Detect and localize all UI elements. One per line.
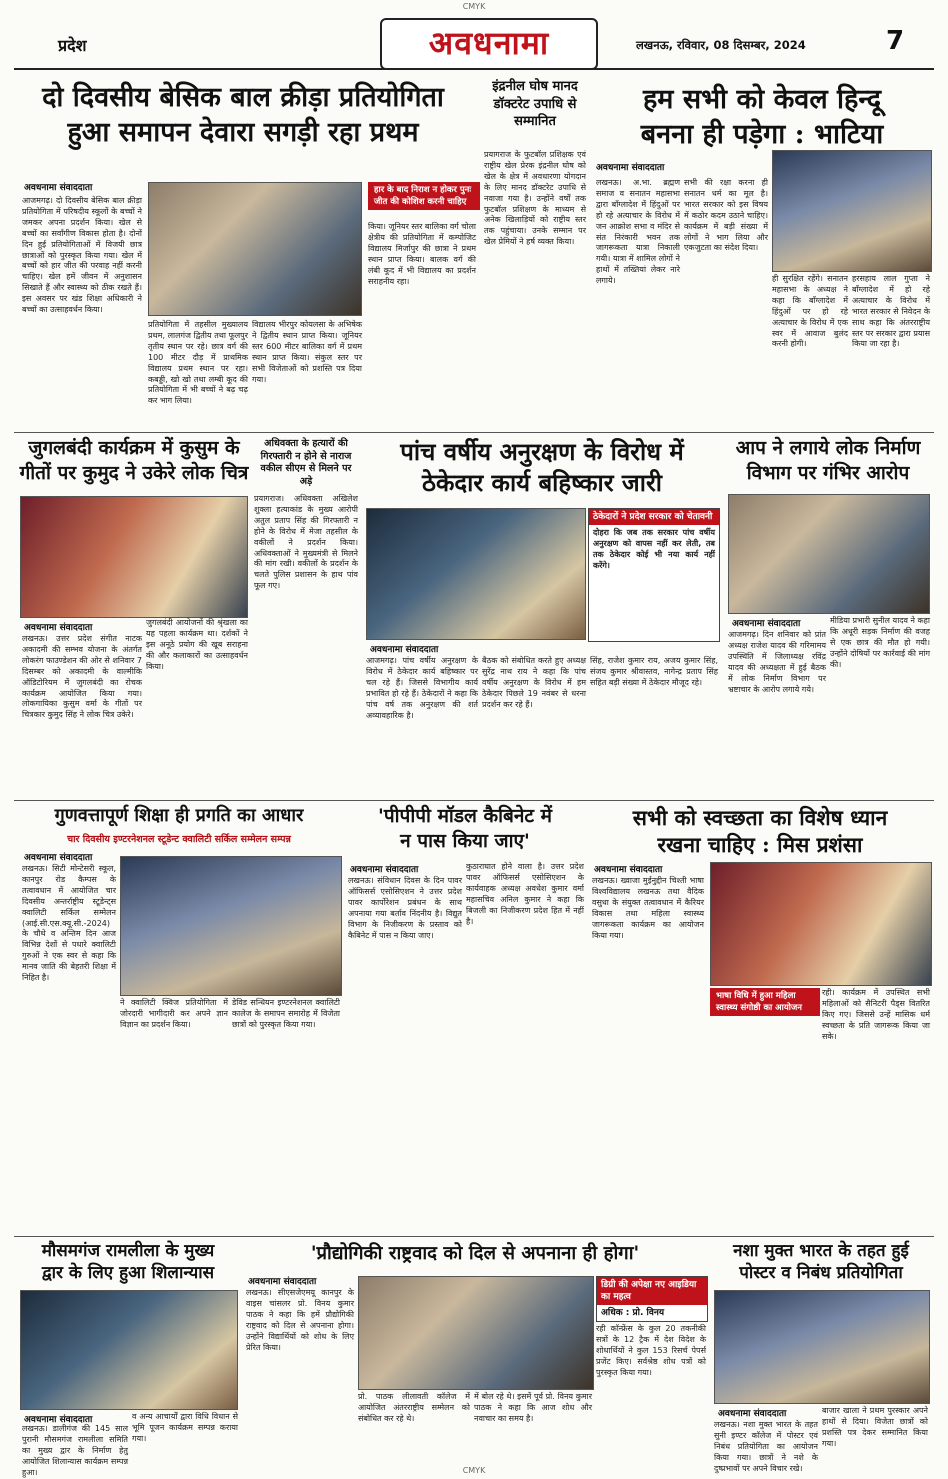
article-text: कुठाराघात होने वाला है। उत्तर प्रदेश पावर ऑफिसर्स एसोसिएशन के कार्यवाहक अध्यक्ष अवधेश कुमार वर्मा महासचिव अनिल कुमार ने कहा कि बिजली का निजीकरण प्रदेश हित में नहीं है। bbox=[466, 862, 584, 926]
masthead bbox=[14, 14, 934, 68]
article-text: व अन्य आचार्यों द्वारा विधि विधान से भूमि पूजन कार्यक्रम सम्पन्न कराया गया। bbox=[132, 1412, 238, 1443]
headline-line: न पास किया जाए' bbox=[400, 829, 530, 852]
photo-foundation-stone bbox=[20, 1290, 238, 1410]
article-text: प्रो. पाठक लीलावती कॉलेज में आयोजित अंतरराष्ट्रीय सम्मेलन को संबोधित कर रहे थे। bbox=[358, 1392, 470, 1423]
headline-line: नशा मुक्त भारत के तहत हुई bbox=[733, 1241, 909, 1261]
headline-bhatia bbox=[594, 82, 930, 152]
logo-text: अवधनामा bbox=[428, 24, 550, 62]
article-text: हरसहाय लाल गुप्ता ने बाँग्लादेश में हो रहे अत्याचार के विरोध में भारत सरकार से निवेदन के साथ कहा कि अंतरराष्ट्रीय स्तर पर सरकार द्वारा प्रयास किया जा रहा है। bbox=[852, 274, 930, 349]
headline-line: ठेकेदार कार्य बहिष्कार जारी bbox=[422, 468, 662, 498]
subhead-tag: हार के बाद निराश न होकर पुनः जीत की कोशिश करनी चाहिए bbox=[368, 182, 480, 210]
article-text: आजमगढ़। दो दिवसीय बेसिक बाल क्रीड़ा प्रतियोगिता में परिषदीय स्कूलों के बच्चों ने जमकर अपना प्रदर्शन किया। खेल से बच्चों का सर्वांगीण विकास होता है। दोनों दिन हुई प्रतियोगिताओं में विजयी छात्र छात्राओं को पुरस्कृत किया गया। खेल में बच्चों को हार जीत की परवाह नहीं करनी चाहिए। खेल हमें जीवन में अनुशासन सिखाते हैं और स्वास्थ्य को ठीक रखते हैं। इस अवसर पर खंड शिक्षा अधिकारी ने बच्चों का उत्साहवर्धन किया। bbox=[22, 196, 142, 315]
box-subtitle: अधिक : प्रो. विनय bbox=[601, 1308, 665, 1318]
article-text: रही कॉन्फ्रेंस के कुल 20 तकनीकी सत्रों के 12 ट्रैक में देश विदेश के शोधार्थियों ने कुल 153 रिसर्च पेपर्स प्रजेंट किए। सर्वश्रेष्ठ शोध पत्रों को पुरस्कृत किया गया। bbox=[596, 1324, 706, 1377]
article-text: लखनऊ। उत्तर प्रदेश संगीत नाटक अकादमी की सम्भव योजना के अंतर्गत लोकरंग फाउण्डेशन की ओर से शनिवार 7 दिसम्बर को अकादमी के वाल्मीकि ऑडिटोरियम में जुगलबंदी का रोचक कार्यक्रम आयोजित किया गया। लोकगायिका कुसुम वर्मा के गीतों पर चित्रकार कुमुद सिंह ने लोक चित्र उकेरे। bbox=[22, 634, 142, 720]
section-divider bbox=[14, 800, 934, 801]
headline-aap bbox=[726, 436, 930, 485]
headline-line: रखना चाहिए : मिस प्रशंसा bbox=[657, 832, 863, 858]
article-text: बैठक को संबोधित करते हुए अध्यक्ष सुरेंद्र नाथ राय ने कहा कि पांच वर्षीय अनुरक्षण के विरोध में हम ठेकेदार पिछले 19 नवंबर से धरना प्रदर्शन कर रहे हैं। bbox=[482, 656, 586, 709]
headline-line: हम सभी को केवल हिन्दू bbox=[642, 84, 882, 115]
photo-conference bbox=[358, 1276, 594, 1390]
article-text: आजमगढ़। पांच वर्षीय अनुरक्षण के विरोध में ठेकेदार कार्य बहिष्कार पर चल रहे हैं। जिससे विभागीय कार्य प्रभावित हो रहे हैं। ठेकेदारों ने कहा कि पांच वर्ष तक अनुरक्षण की शर्त अव्यावहारिक है। bbox=[366, 656, 478, 720]
byline: अवधनामा संवाददाता bbox=[732, 619, 801, 629]
headline-lawyers: अधिवक्ता के हत्यारों की गिरफ्तारी न होने से नाराज वकील सीएम से मिलने पर अड़े bbox=[260, 438, 352, 487]
photo-contractors-meeting bbox=[366, 508, 586, 640]
headline-balkrida bbox=[18, 80, 468, 150]
article-text: ही सुरक्षित रहेंगे। सनातन महासभा के अध्यक्ष ने कहा कि बाँग्लादेश में हिंदुओं पर हो रहे अत्याचार के विरोध में एक स्वर में आवाज बुलंद करनी होगी। bbox=[772, 274, 848, 349]
byline: अवधनामा संवाददाता bbox=[248, 1277, 317, 1287]
headline-line: दो दिवसीय बेसिक बाल क्रीड़ा प्रतियोगिता bbox=[42, 82, 444, 113]
box-text: दोहरा कि जब तक सरकार पांच वर्षीय अनुरक्षण को वापस नहीं कर लेती, तब तक ठेकेदार कोई भी नया कार्य नहीं करेंगे। bbox=[593, 528, 715, 570]
article-text: डेविड सन्धियन इण्टरनेशनल क्वालिटी कालेज के समापन समारोह में विजेता छात्रों को पुरस्कृत किया गया। bbox=[232, 998, 340, 1029]
headline-line: पोस्टर व निबंध प्रतियोगिता bbox=[739, 1263, 903, 1284]
headline-line: हुआ समापन देवारा सगड़ी रहा प्रथम bbox=[67, 117, 419, 149]
photo-poster-competition bbox=[714, 1290, 930, 1404]
headline-line: सभी को स्वच्छता का विशेष ध्यान bbox=[632, 805, 888, 830]
photo-protest-march bbox=[772, 150, 932, 272]
section-label: प्रदेश bbox=[58, 36, 87, 55]
headline-technology: 'प्रौद्योगिकी राष्ट्रवाद को दिल से अपनाना ही होगा' bbox=[310, 1243, 640, 1264]
subhead-tag: भाषा विधि में हुआ महिला स्वास्थ्य संगोष्ठी का आयोजन bbox=[710, 988, 820, 1016]
article-text: रही। कार्यक्रम में उपस्थित सभी महिलाओं को सैनिटरी पैड्स वितरित किए गए। जिससे उन्हें मासिक धर्म स्वच्छता के प्रति जागरूक किया जा सके। bbox=[822, 988, 930, 1041]
headline-ppp bbox=[346, 804, 584, 853]
article-text: सभी की रक्षा करना ही सनातन धर्म का मूल है। भारत सरकार को इस विषय में कठोर कदम उठाने चाहिए। कार्यक्रम में बड़ी संख्या में लोगों ने भाग लिया और एकजुटता का संदेश दिया। bbox=[684, 178, 768, 253]
masthead-rule bbox=[14, 68, 934, 70]
byline: अवधनामा संवाददाता bbox=[596, 163, 665, 173]
headline-line: 'पीपीपी मॉडल कैबिनेट में bbox=[378, 805, 552, 827]
byline: अवधनामा संवाददाता bbox=[370, 645, 439, 655]
headline-line: पांच वर्षीय अनुरक्षण के विरोध में bbox=[400, 437, 684, 466]
box-title: डिग्री की अपेक्षा नए आइडिया का महत्व bbox=[597, 1277, 707, 1305]
article-text: प्रतियोगिता में तहसील मुख्यालय प्रथम, लालगंज द्वितीय तथा फूलपुर तृतीय स्थान पर रहे। छात्र वर्ग की 100 मीटर दौड़ में प्राथमिक विद्यालय प्रथम स्थान पर रहा। कबड्डी, खो खो तथा लम्बी कूद की प्रतियोगिता में भी बच्चों ने बढ़ चढ़ कर भाग लिया। bbox=[148, 320, 248, 406]
article-text: विद्यालय भीरपुर कोयलसा के अभिषेक ने द्वितीय स्थान प्राप्त किया। जूनियर स्तर 600 मीटर बालिका वर्ग में प्रथम स्थान प्राप्त किया। संकुल स्तर पर सभी विजेताओं को प्रशस्ति पत्र दिया गया। bbox=[252, 320, 362, 384]
headline-ramlila bbox=[18, 1240, 238, 1284]
article-text: प्रयागराज। अधिवक्ता अखिलेश शुक्ला हत्याकांड के मुख्य आरोपी अतुल प्रताप सिंह की गिरफ्तारी न होने के विरोध में मेजा तहसील के वकीलों ने प्रदर्शन किया। अधिवक्ताओं ने मुख्यमंत्री से मिलने की मांग रखी। वकीलों के प्रदर्शन के चलते पुलिस प्रशासन के हाथ पांव फूल गए। bbox=[254, 494, 358, 591]
subheadline: चार दिवसीय इण्टरनेशनल स्टूडेन्ट क्वालिटी सर्किल सम्मेलन सम्पन्न bbox=[67, 834, 291, 845]
article-text: आजमगढ़। दिन शनिवार को प्रांत अध्यक्ष राजेश यादव की गरिमामय उपस्थिति में जिलाध्यक्ष रविंद्र यादव की अध्यक्षता में हुई बैठक में लोक निर्माण विभाग पर भ्रष्टाचार के आरोप लगाये गये। bbox=[728, 630, 826, 694]
article-text: प्रयागराज के फुटबॉल प्रशिक्षक एवं राष्ट्रीय खेल प्रेरक इंद्रनील घोष को खेल के क्षेत्र में अवधारणा योगदान के लिए मानद डॉक्टरेट उपाधि से नवाजा गया है। उन्होंने वर्षों तक फुटबॉल प्रशिक्षण के माध्यम से अनेक खिलाड़ियों को राष्ट्रीय स्तर तक पहुंचाया। उनके सम्मान पर खेल प्रेमियों ने हर्ष व्यक्त किया। bbox=[484, 150, 586, 247]
newspaper-logo bbox=[380, 18, 598, 70]
sidebar-box bbox=[588, 508, 720, 642]
article-text: लखनऊ। अ.भा. ब्रह्मण समाज व सनातन महासभा द्वारा बाँग्लादेश में हिंदुओं पर हो रहे अत्याचार के विरोध में जन आक्रोश सभा व मंदिर से संत निरंकारी भवन तक जागरूकता यात्रा निकाली गयी। यात्रा में शामिल लोगों ने हाथों में तख्तियां लेकर नारे लगाये। bbox=[596, 178, 680, 286]
byline: अवधनामा संवाददाता bbox=[24, 1415, 93, 1425]
article-text: लखनऊ। डालीगंज की 145 साल पुरानी मौसमगंज रामलीला समिति का मुख्य द्वार के निर्माण हेतु आयोजित शिलान्यास कार्यक्रम सम्पन्न हुआ। bbox=[22, 1424, 128, 1477]
photo-folk-art-performance bbox=[20, 496, 248, 618]
article-text: ने क्वालिटी क्विज प्रतियोगिता में जोरदारी भागीदारी कर अपने ज्ञान विज्ञान का प्रदर्शन किया। bbox=[120, 998, 228, 1029]
cmyk-marker-top: CMYK bbox=[462, 2, 486, 11]
dateline: लखनऊ, रविवार, 08 दिसम्बर, 2024 bbox=[636, 38, 806, 52]
headline-line: जुगलबंदी कार्यक्रम में कुसुम के bbox=[28, 437, 240, 459]
article-text: लखनऊ। नशा मुक्त भारत के तहत सुनी इण्टर कॉलेज में पोस्टर एवं निबंध प्रतियोगिता का आयोजन किया गया। छात्रों ने नशे के दुष्प्रभावों पर अपने विचार रखे। bbox=[714, 1420, 818, 1473]
byline: अवधनामा संवाददाता bbox=[594, 865, 663, 875]
headline-thekedar bbox=[364, 436, 720, 498]
byline: अवधनामा संवाददाता bbox=[718, 1409, 787, 1419]
headline-line: द्वार के लिए हुआ शिलान्यास bbox=[41, 1263, 215, 1284]
headline-line: मौसमगंज रामलीला के मुख्य bbox=[41, 1241, 215, 1261]
byline: अवधनामा संवाददाता bbox=[24, 853, 93, 863]
headline-ghosh: इंद्रनील घोष मानद डॉक्टरेट उपाधि से सम्मानित bbox=[492, 79, 578, 130]
headline-line: विभाग पर गंभिर आरोप bbox=[746, 461, 910, 484]
article-text: लखनऊ। सिटी मोन्टेसरी स्कूल, कानपुर रोड कैम्पस के तत्वावधान में आयोजित चार दिवसीय अन्तर्राष्ट्रीय स्टूडेन्ट्स क्वालिटी सर्किल सम्मेलन (आई.सी.एस.क्यू.सी.-2024) के चौथे व अन्तिम दिन आज विभिन्न देशों से पधारे क्वालिटी गुरुओं ने एक स्वर से कहा कि मानव जाति की बेहतरी शिक्षा में निहित है। bbox=[22, 864, 116, 983]
byline: अवधनामा संवाददाता bbox=[350, 865, 419, 875]
photo-prize-distribution bbox=[148, 182, 362, 316]
box-title: ठेकेदारों ने प्रदेश सरकार को चेतावनी bbox=[589, 509, 719, 525]
sidebar-box bbox=[596, 1276, 708, 1322]
headline-line: बनना ही पड़ेगा : भाटिया bbox=[640, 119, 884, 151]
headline-shiksha: गुणवत्तापूर्ण शिक्षा ही प्रगति का आधार bbox=[54, 805, 304, 826]
byline: अवधनामा संवाददाता bbox=[24, 183, 93, 193]
photo-health-seminar bbox=[710, 862, 932, 986]
headline-nasha-mukt bbox=[712, 1240, 930, 1284]
section-divider bbox=[14, 432, 934, 433]
cmyk-marker-bottom: CMYK bbox=[462, 1466, 486, 1475]
headline-swachhta bbox=[590, 804, 930, 859]
article-text: सिंह, राजेश कुमार राय, अजय कुमार सिंह, संजय कुमार श्रीवास्तव, नागेन्द्र प्रताप सिंह सहित बड़ी संख्या में ठेकेदार मौजूद रहे। bbox=[590, 656, 718, 687]
article-text: लखनऊ। ख्वाजा मुईनुद्दीन चिश्ती भाषा विश्वविद्यालय लखनऊ तथा वैदिक वसुधा के संयुक्त तत्वावधान में कैरियर विकास तथा महिला स्वास्थ्य जागरूकता कार्यक्रम का आयोजन किया गया। bbox=[592, 876, 704, 940]
article-text: बाजार खाला ने प्रथम पुरस्कार अपने हाथों से दिया। विजेता छात्रों को प्रशस्ति पत्र देकर सम्मानित किया गया। bbox=[822, 1406, 928, 1448]
article-text: में बोल रहे थे। इसमें पूर्व प्रो. विनय कुमार पाठक ने कहा कि आज शोध और नवाचार का समय है। bbox=[474, 1392, 592, 1423]
photo-aap-meeting bbox=[728, 494, 930, 614]
page-number: 7 bbox=[886, 26, 905, 56]
article-text: किया। जूनियर स्तर बालिका वर्ग चोला क्षेत्रीय की प्रतियोगिता में कम्पोजिट विद्यालय मिर्जापुर की छात्रा ने प्रथम स्थान प्राप्त किया। बालक वर्ग की लंबी कूद में भी विद्यालय का प्रदर्शन सराहनीय रहा। bbox=[368, 222, 476, 286]
headline-jugalbandi bbox=[18, 436, 250, 485]
article-text: लखनऊ। सीएसजेएमयू कानपुर के वाइस चांसलर प्रो. विनय कुमार पाठक ने कहा कि हमें प्रौद्योगिकी राष्ट्रवाद को दिल से अपनाना होगा। उन्होंने विद्यार्थियों को शोध के लिए प्रेरित किया। bbox=[246, 1288, 354, 1352]
article-text: मीडिया प्रभारी सुनील यादव ने कहा कि अधूरी सड़क निर्माण की वजह से एक छात्र की मौत हो गयी। उन्होंने दोषियों पर कार्रवाई की मांग की। bbox=[830, 616, 930, 669]
headline-line: गीतों पर कुमुद ने उकेरे लोक चित्र bbox=[19, 461, 249, 484]
article-text: जुगलबंदी आयोजनों की श्रृंखला का यह पहला कार्यक्रम था। दर्शकों ने इस अनूठे प्रयोग की खूब सराहना की और कलाकारों का उत्साहवर्धन किया। bbox=[146, 618, 248, 671]
byline: अवधनामा संवाददाता bbox=[24, 623, 93, 633]
headline-line: आप ने लगाये लोक निर्माण bbox=[735, 437, 921, 459]
article-text: लखनऊ। संविधान दिवस के दिन पावर ऑफिसर्स एसोसिएशन ने उत्तर प्रदेश पावर कार्पोरेशन प्रबंधन के साथ अपनाया गया बर्ताव निंदनीय है। विद्युत विभाग के निजीकरण के प्रस्ताव को कैबिनेट में पास न किया जाए। bbox=[348, 876, 462, 940]
section-divider bbox=[14, 1236, 934, 1237]
photo-quality-circle-ceremony bbox=[120, 856, 342, 996]
